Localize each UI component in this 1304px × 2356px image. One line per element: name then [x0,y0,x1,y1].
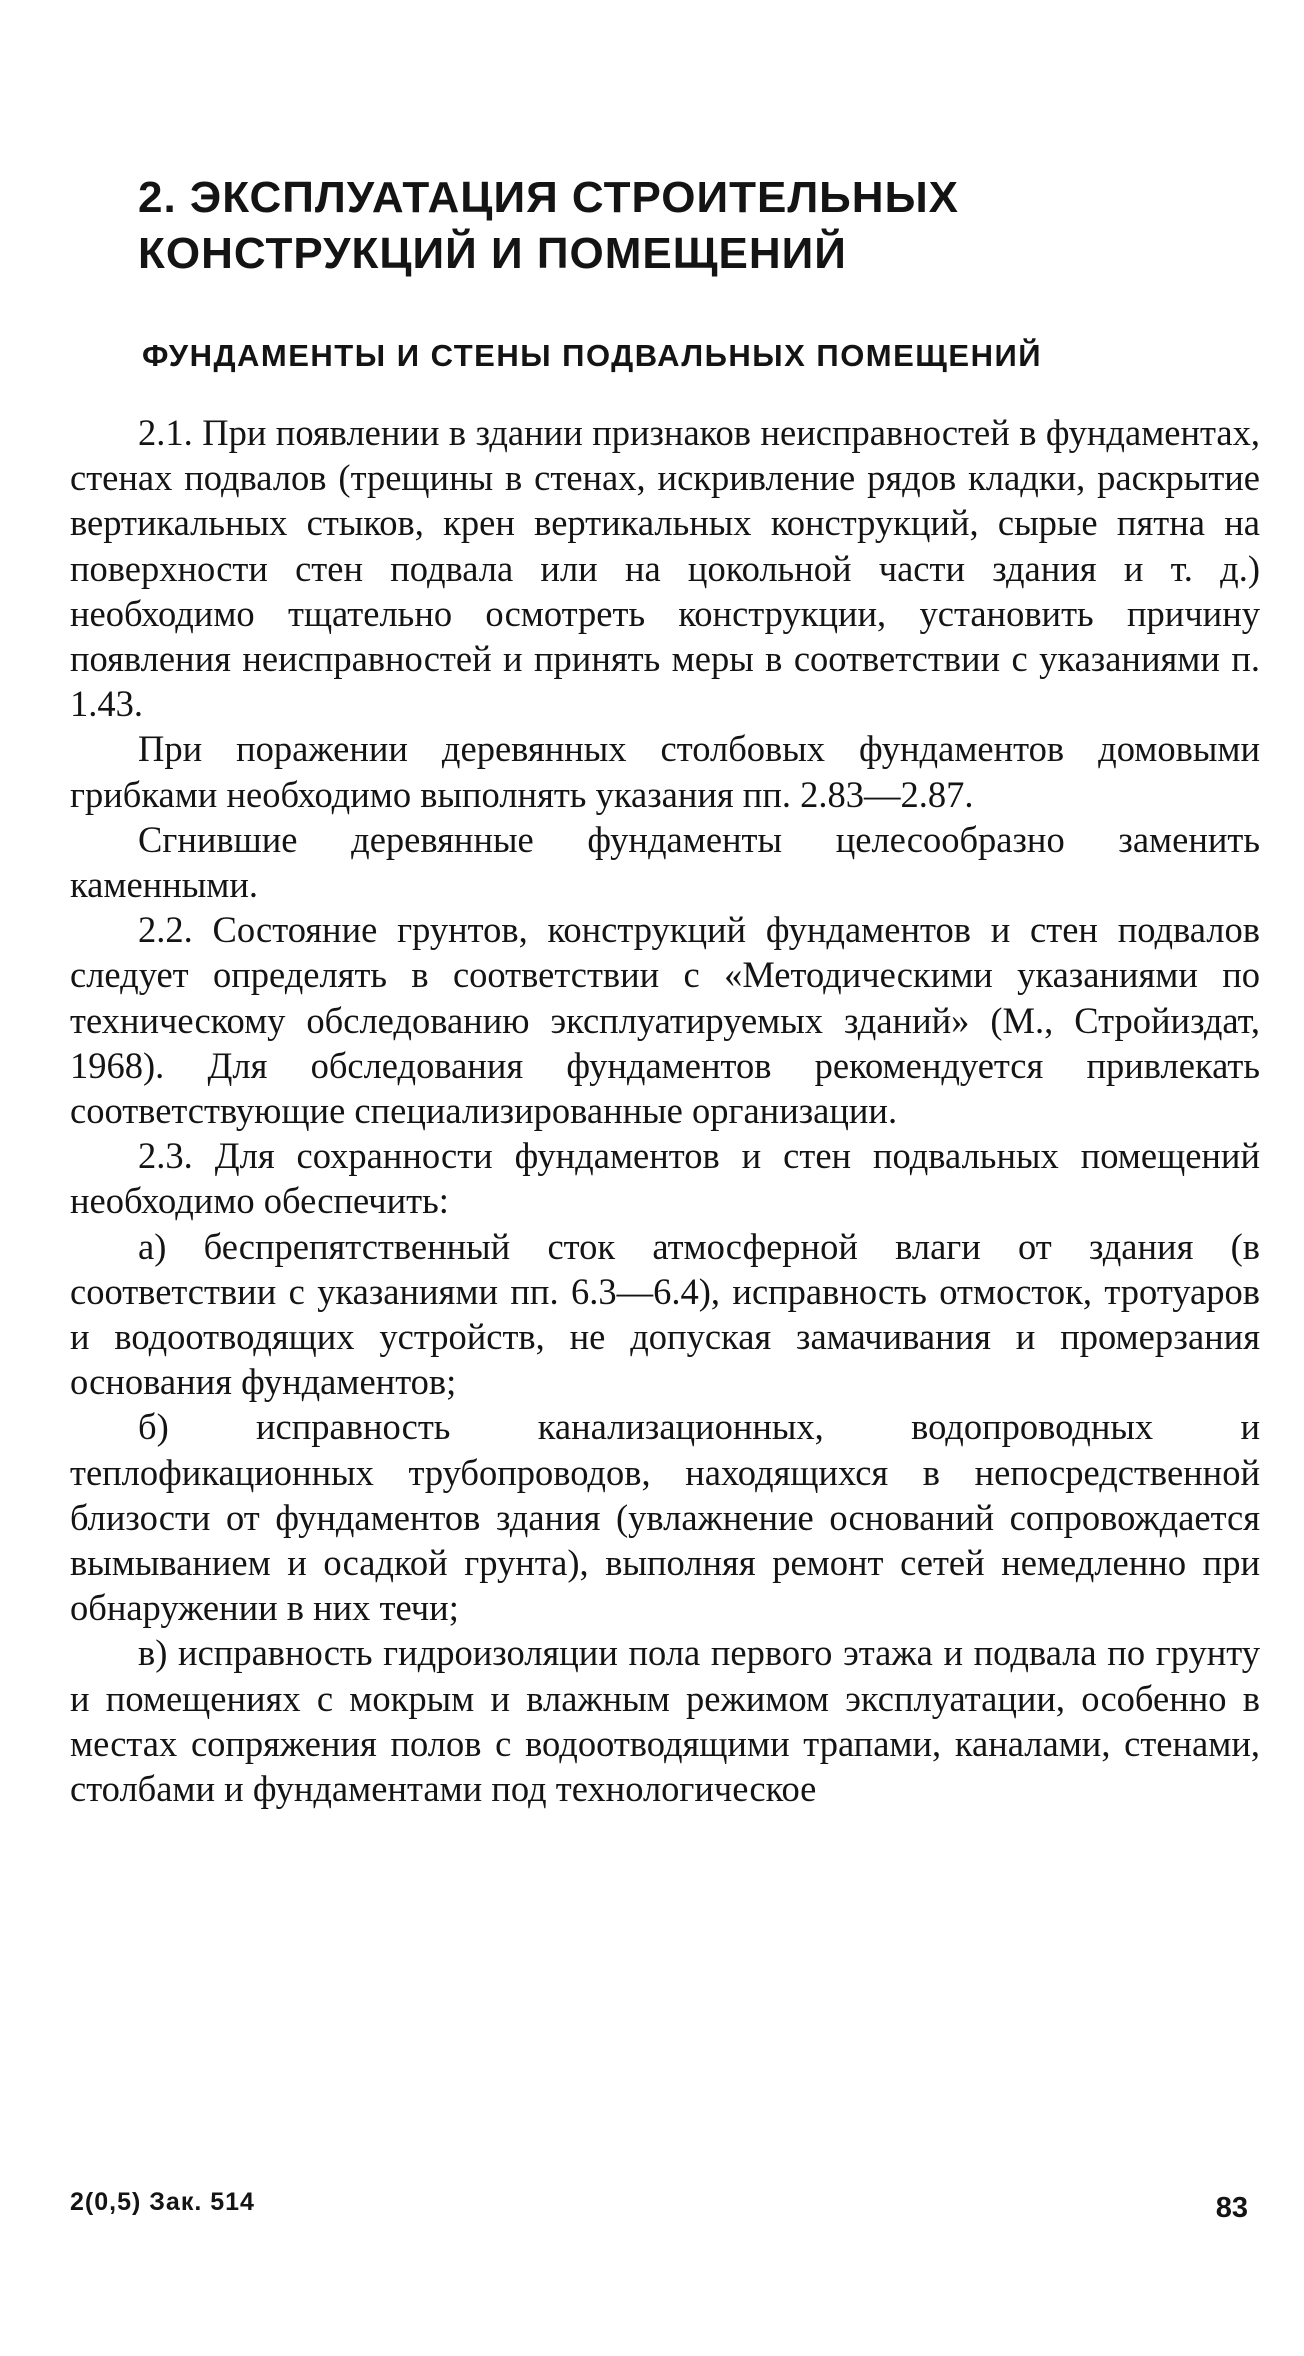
chapter-title [138,170,1260,282]
paragraph-2-1: 2.1. При появлении в здании признаков неисправностей в фундаментах, стенах подвалов (трещины в стенах, искривление рядов кладки, раскрытие вертикальных стыков, крен вертикальных конструкций, сырые пятна на поверхности стен подвала или на цокольной части здания и т. д.) необходимо тщательно осмотреть конструкции, установить причину появления неисправностей и принять меры в соответствии с указаниями п. 1.43. [70,412,1260,725]
list-item-a: а) беспрепятственный сток атмосферной влаги от здания (в соответствии с указаниями пп. 6.3—6.4), исправность отмосток, тротуаров и водоотводящих устройств, не допуская замачивания и промерзания основания фундаментов; [70,1225,1260,1403]
page-footer [70,2188,1260,2228]
section-title: ФУНДАМЕНТЫ И СТЕНЫ ПОДВАЛЬНЫХ ПОМЕЩЕНИЙ [142,338,1043,373]
paragraph-rotten-foundations: Сгнившие деревянные фундаменты целесообразно заменить каменными. [70,818,1260,906]
chapter-title-line-2: КОНСТРУКЦИЙ И ПОМЕЩЕНИЙ [138,229,847,278]
chapter-title-line-1: 2. ЭКСПЛУАТАЦИЯ СТРОИТЕЛЬНЫХ [138,173,960,222]
document-page [70,170,1260,1811]
page-number: 83 [1215,2192,1248,2224]
list-item-b: б) исправность канализационных, водопроводных и теплофикационных трубопроводов, находящихся в непосредственной близости от фундаментов здания (увлажнение оснований сопровождается вымыванием и осадкой грунта), выполняя ремонт сетей немедленно при обнаружении в них течи; [70,1406,1260,1629]
print-signature: 2(0,5) Зак. 514 [70,2188,255,2216]
body-text [70,410,1260,1811]
paragraph-2-3: 2.3. Для сохранности фундаментов и стен подвальных помещений необходимо обеспечить: [70,1135,1260,1222]
paragraph-wood-fungi: При поражении деревянных столбовых фундаментов домовыми грибками необходимо выполнять указания пп. 2.83—2.87. [70,728,1260,815]
paragraph-2-2: 2.2. Состояние грунтов, конструкций фундаментов и стен подвалов следует определять в соответствии с «Методическими указаниями по техническому обследованию эксплуатируемых зданий» (М., Стройиздат, 1968). Для обследования фундаментов рекомендуется привлекать соответствующие специализированные организации. [70,909,1260,1132]
list-item-v: в) исправность гидроизоляции пола первого этажа и подвала по грунту и помещениях с мокрым и влажным режимом эксплуатации, особенно в местах сопряжения полов с водоотводящими трапами, каналами, стенами, столбами и фундаментами под технологическое [70,1632,1260,1810]
